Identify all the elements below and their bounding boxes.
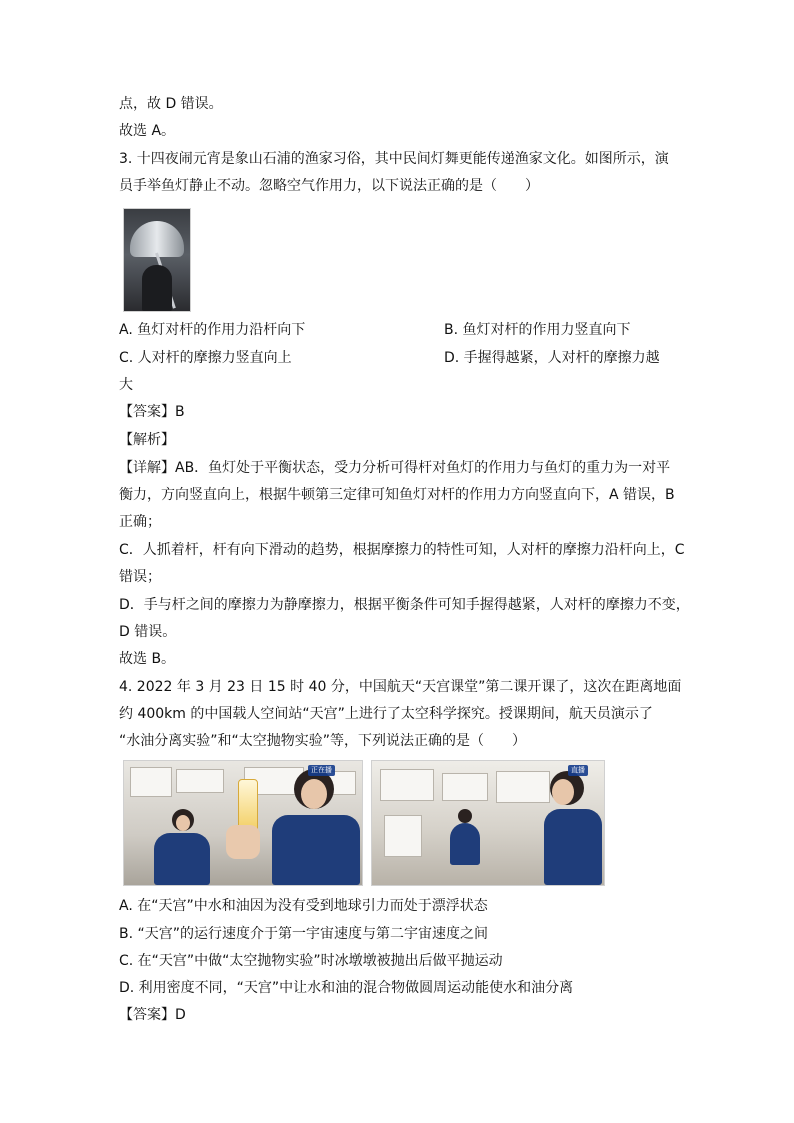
astronaut-body — [272, 815, 360, 885]
astronaut-face — [552, 779, 574, 805]
option-d-continued: 大 — [119, 377, 133, 393]
question-4-stem: 4. 2022 年 3 月 23 日 15 时 40 分，中国航天“天宫课堂”第二课开课了，这次在距离地面 — [119, 679, 682, 695]
answer-label: 【答案】D — [119, 1007, 186, 1023]
space-station-photo-left — [123, 760, 363, 886]
station-panel — [176, 769, 224, 793]
station-panel — [496, 771, 550, 803]
question-4-stem: 约 400km 的中国载人空间站“天宫”上进行了太空科学探究。授课期间，航天员演示了 — [119, 706, 653, 722]
astronaut-body — [544, 809, 602, 885]
astronaut-face — [176, 815, 190, 831]
astronaut-hand — [226, 825, 260, 859]
option-b: B. 鱼灯对杆的作用力竖直向下 — [444, 322, 631, 338]
question-3-stem: 3. 十四夜闹元宵是象山石浦的渔家习俗，其中民间灯舞更能传递渔家文化。如图所示，演 — [119, 151, 669, 167]
answer-label: 【答案】B — [119, 404, 185, 420]
text-line: 点，故 D 错误。 — [119, 96, 223, 112]
explanation-line: 【详解】AB．鱼灯处于平衡状态，受力分析可得杆对鱼灯的作用力与鱼灯的重力为一对平 — [119, 460, 671, 476]
option-d: D. 利用密度不同，“天宫”中让水和油的混合物做圆周运动能使水和油分离 — [119, 980, 574, 996]
station-panel — [380, 769, 434, 801]
performer-figure — [142, 265, 172, 311]
explanation-line: 正确； — [119, 514, 161, 530]
option-c: C. 人对杆的摩擦力竖直向上 — [119, 350, 292, 366]
question-3-stem: 员手举鱼灯静止不动。忽略空气作用力，以下说法正确的是（ ） — [119, 178, 539, 194]
astronaut-head — [458, 809, 472, 823]
station-panel — [130, 767, 172, 797]
explanation-line: 错误； — [119, 569, 161, 585]
text-line: 故选 A。 — [119, 123, 176, 139]
astronaut-face — [301, 779, 327, 809]
option-c: C. 在“天宫”中做“太空抛物实验”时冰墩墩被抛出后做平抛运动 — [119, 953, 503, 969]
explanation-line: 衡力，方向竖直向上，根据牛顿第三定律可知鱼灯对杆的作用力方向竖直向下，A 错误，B — [119, 487, 675, 503]
analysis-label: 【解析】 — [119, 432, 175, 448]
broadcast-badge: 正在播 — [308, 765, 335, 776]
question-4-stem: “水油分离实验”和“太空抛物实验”等，下列说法正确的是（ ） — [119, 733, 527, 749]
choice-line: 故选 B。 — [119, 651, 176, 667]
astronaut-body — [450, 823, 480, 865]
fish-lantern-photo — [123, 208, 191, 312]
astronaut-body — [154, 833, 210, 885]
option-b: B. “天宫”的运行速度介于第一宇宙速度与第二宇宙速度之间 — [119, 926, 489, 942]
station-panel — [384, 815, 422, 857]
space-station-photo-right — [371, 760, 605, 886]
option-d: D. 手握得越紧，人对杆的摩擦力越 — [444, 350, 660, 366]
option-a: A. 鱼灯对杆的作用力沿杆向下 — [119, 322, 306, 338]
explanation-line: C．人抓着杆，杆有向下滑动的趋势，根据摩擦力的特性可知，人对杆的摩擦力沿杆向上，C — [119, 542, 685, 558]
option-a: A. 在“天宫”中水和油因为没有受到地球引力而处于漂浮状态 — [119, 898, 488, 914]
live-badge: 直播 — [568, 765, 588, 776]
explanation-line: D．手与杆之间的摩擦力为静摩擦力，根据平衡条件可知手握得越紧，人对杆的摩擦力不变， — [119, 597, 690, 613]
station-panel — [442, 773, 488, 801]
explanation-line: D 错误。 — [119, 624, 177, 640]
